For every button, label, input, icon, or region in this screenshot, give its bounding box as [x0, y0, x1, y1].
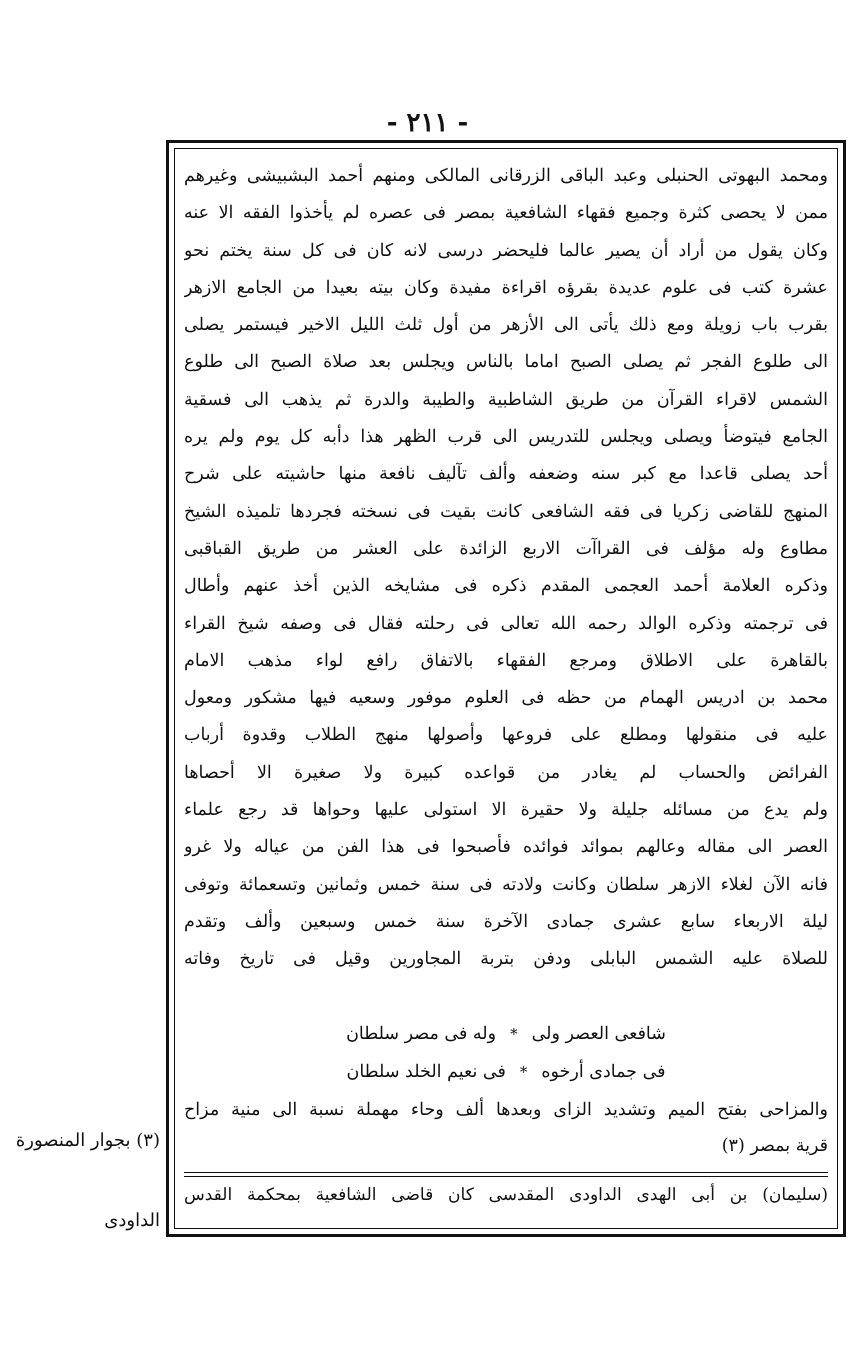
text-line: ليلة الاربعاء سابع عشرى جمادى الآخرة سنة خمس وسبعين وألف وتقدم — [184, 911, 828, 932]
text-line: والمزاحى بفتح الميم وتشديد الزاى وبعدها ألف وحاء مهملة نسبة الى منية مزاح — [184, 1100, 828, 1120]
text-line: محمد بن ادريس الهمام من حظه فى العلوم موفور وسعيه فيها مشكور ومعول — [184, 688, 828, 709]
text-line: الى طلوع الفجر ثم يصلى الصبح اماما بالناس ويجلس بعد صلاة الصبح الى طلوع — [184, 352, 828, 373]
text-line: ومحمد البهوتى الحنبلى وعبد الباقى الزرقانى المالكى ومنهم أحمد البشبيشى وغيرهم — [184, 166, 828, 186]
verse-hemistich-left: فى نعيم الخلد سلطان — [346, 1062, 506, 1082]
text-line: مطاوع وله مؤلف فى القراآت الاربع الزائدة على العشر من طريق القباقبى — [184, 538, 828, 559]
text-line: وذكره العلامة أحمد العجمى المقدم ذكره فى مشايخه الذين أخذ عنهم وأطال — [184, 576, 828, 597]
text-line: الجامع فيتوضأ ويصلى ويجلس للتدريس الى قرب الظهر هذا دأبه كل يوم ولم يره — [184, 427, 828, 448]
footnote-divider — [184, 1172, 828, 1173]
text-line: الفرائض والحساب لم يغادر من قواعده كبيرة ولا صغيرة الا أحصاها — [184, 762, 828, 783]
text-line: ولم يدع من مسائله جليلة ولا حقيرة الا استولى عليها وحواها قد رجع علماء — [184, 800, 828, 821]
verse-line — [184, 1015, 828, 1053]
closing-text — [184, 1092, 828, 1164]
verse-hemistich-right: فى جمادى أرخوه — [541, 1062, 666, 1082]
footnote-divider — [184, 1176, 828, 1177]
text-line: عشرة كتب فى علوم عديدة بقرؤه اقراءة مفيدة وكان بيته بعيدا من الجامع الازهر — [184, 277, 828, 298]
text-line: وكان يقول من أراد أن يصير عالما فليحضر درسى لانه كان فى كل سنة يختم نحو — [184, 240, 828, 261]
verse-block — [184, 1015, 828, 1091]
text-line: الشمس لاقراء القرآن من طريق الشاطبية والطيبة والدرة ثم يذهب الى فسقية — [184, 389, 828, 410]
text-line: المنهج للقاضى زكريا فى فقه الشافعى كانت بقيت فى نسخته فجردها تلميذه الشيخ — [184, 501, 828, 522]
text-line: عليه فى منقولها ومطلع على فروعها وأصولها منهج الطلاب وقدوة أرباب — [184, 725, 828, 746]
verse-line — [184, 1053, 828, 1091]
text-line: أحد يصلى قاعدا مع كبر سنه وضعفه وألف تآليف نافعة منها حاشيته على شرح — [184, 464, 828, 485]
text-line: العصر الى مقاله وعالهم بموائد فوائده فأصبحوا فى هذا الفن من عياله ولا غرو — [184, 837, 828, 858]
footnote: (سليمان) بن أبى الهدى الداودى المقدسى كان قاضى الشافعية بمحكمة القدس — [184, 1185, 828, 1205]
text-line: للصلاة عليه الشمس البابلى ودفن بتربة المجاورين وقيل فى تاريخ وفاته — [184, 949, 828, 970]
main-text — [184, 158, 828, 979]
text-line: قرية بمصر (٣) — [721, 1136, 828, 1156]
text-line: ممن لا يحصى كثرة وجميع فقهاء الشافعية بمصر فى عصره لم يأخذوا الفقه الا عنه — [184, 203, 828, 224]
text-line: بالقاهرة على الاطلاق ومرجع الفقهاء بالاتفاق رافع لواء مذهب الامام — [184, 650, 828, 671]
text-line: فى ترجمته وذكره الوالد رحمه الله تعالى فى رحلته فقال فى وصفه شيخ القراء — [184, 613, 828, 634]
verse-hemistich-left: وله فى مصر سلطان — [346, 1024, 497, 1044]
text-line: فانه الآن لغلاء الازهر سلطان وكانت ولادته فى سنة خمس وثمانين وتسعمائة وتوفى — [184, 874, 828, 895]
text-line: بقرب باب زويلة ومع ذلك يأتى الى الأزهر من أول ثلث الليل الاخير فيستمر يصلى — [184, 315, 828, 336]
margin-note: (٣) بجوار المنصورة — [15, 1130, 160, 1151]
margin-note: الداودى — [104, 1210, 160, 1231]
page-number: - ٢١١ - — [386, 108, 469, 138]
verse-hemistich-right: شافعى العصر ولى — [531, 1024, 666, 1044]
verse-separator: * — [519, 1063, 528, 1081]
verse-separator: * — [510, 1025, 518, 1043]
